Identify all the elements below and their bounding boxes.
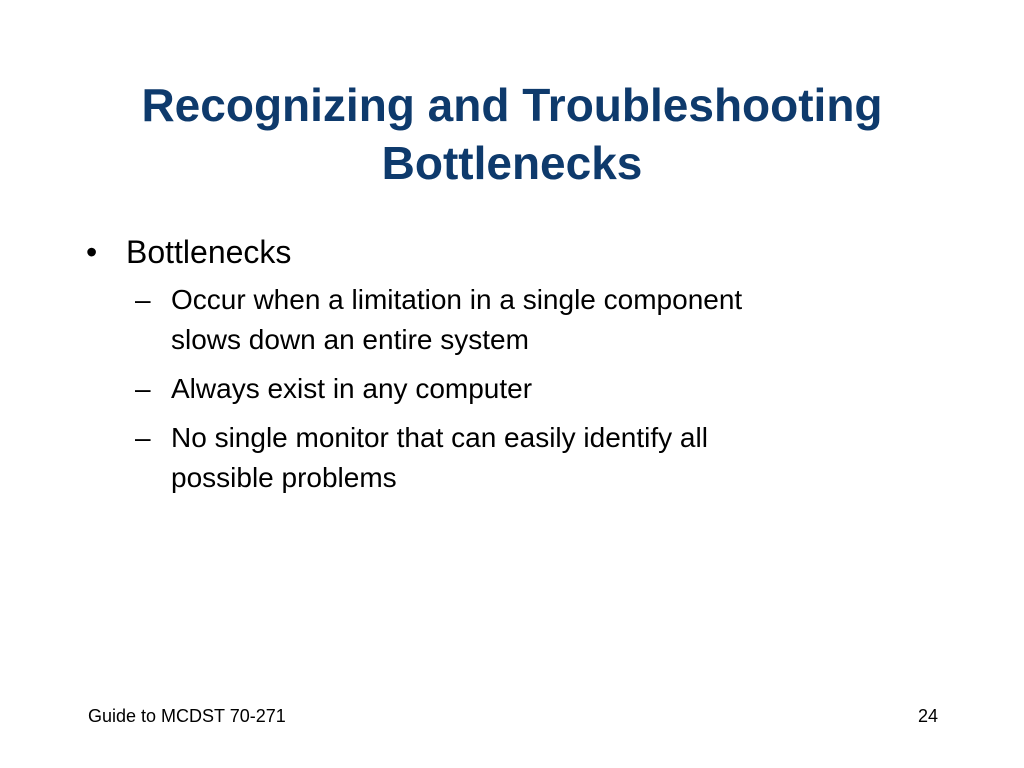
dash-icon: –: [135, 422, 151, 453]
dash-icon: –: [135, 284, 151, 315]
sub-bullet-text-line-1: No single monitor that can easily identify all: [171, 422, 708, 453]
bullet-text: Bottlenecks: [126, 234, 292, 270]
sub-bullet-list: [84, 280, 904, 498]
dash-icon: –: [135, 373, 151, 404]
sub-bullet-item: [84, 418, 904, 498]
sub-bullet-item: [84, 280, 904, 360]
bullet-dot-icon: •: [86, 234, 98, 270]
bullet-list: [84, 230, 904, 507]
sub-bullet-text-line-2: possible problems: [171, 462, 397, 493]
slide-title-line-2: Bottlenecks: [381, 137, 643, 189]
footer-page-number: 24: [917, 706, 938, 726]
bullet-bottlenecks: [84, 230, 904, 274]
sub-bullet-text-line-1: Always exist in any computer: [171, 373, 533, 404]
slide-title-line-1: Recognizing and Troubleshooting: [141, 79, 883, 131]
sub-bullet-text-line-1: Occur when a limitation in a single component: [171, 284, 743, 315]
slide-title: [60, 76, 964, 192]
sub-bullet-item: [84, 369, 904, 409]
footer-course-title: Guide to MCDST 70-271: [88, 706, 286, 726]
sub-bullet-text-line-2: slows down an entire system: [171, 324, 529, 355]
